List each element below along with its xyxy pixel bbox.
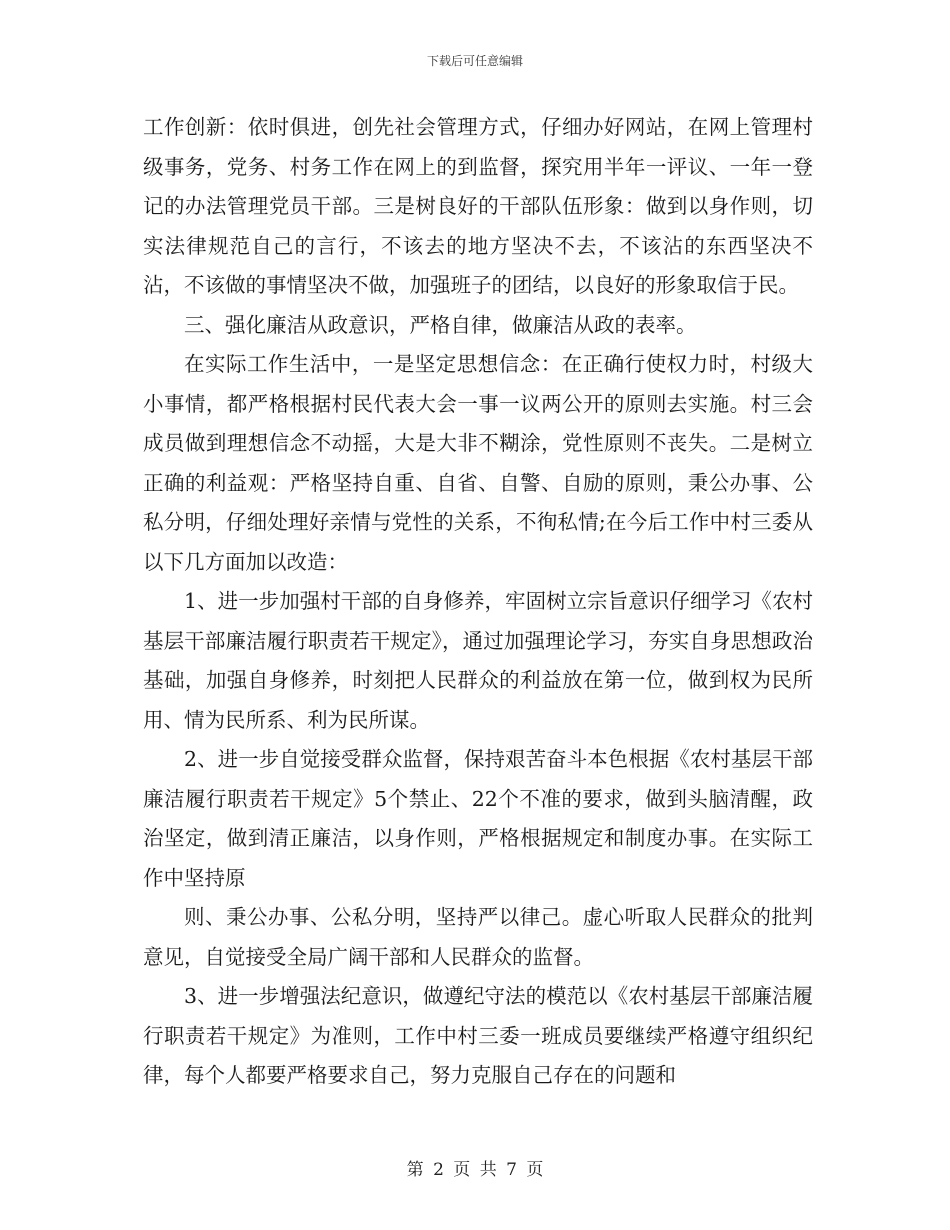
paragraph-1: 工作创新：依时俱进，创先社会管理方式，仔细办好网站，在网上管理村级事务，党务、村务工作在网上的到监督，探究用半年一评议、一年一登记的办法管理党员干部。三是树良好的干部队伍形象：做到以身作则，切实法律规范自己的言行，不该去的地方坚决不去，不该沾的东西坚决不沾，不该做的事情坚决不做，加强班子的团结，以良好的形象取信于民。: [143, 115, 813, 297]
page-header-note: 下载后可任意编辑: [426, 54, 523, 68]
paragraph-5-item-2: 2、进一步自觉接受群众监督，保持艰苦奋斗本色根据《农村基层干部廉洁履行职责若干规定》5个禁止、22个不准的要求，做到头脑清醒，政治坚定，做到清正廉洁，以身作则，严格根据规定和制度办事。在实际工作中坚持原: [143, 747, 813, 890]
paragraph-7-item-3: 3、进一步增强法纪意识，做遵纪守法的模范以《农村基层干部廉洁履行职责若干规定》为准则，工作中村三委一班成员要继续严格遵守组织纪律，每个人都要严格要求自己，努力克服自己存在的问题和: [143, 984, 813, 1087]
paragraph-4-item-1: 1、进一步加强村干部的自身修养，牢固树立宗旨意识仔细学习《农村基层干部廉洁履行职责若干规定》，通过加强理论学习，夯实自身思想政治基础，加强自身修养，时刻把人民群众的利益放在第一位，做到权为民所用、情为民所系、利为民所谋。: [143, 589, 813, 732]
paragraph-3: 在实际工作生活中，一是坚定思想信念：在正确行使权力时，村级大小事情，都严格根据村民代表大会一事一议两公开的原则去实施。村三会成员做到理想信念不动摇，大是大非不糊涂，党性原则不丧失。二是树立正确的利益观：严格坚持自重、自省、自警、自励的原则，秉公办事、公私分明，仔细处理好亲情与党性的关系，不徇私情;在今后工作中村三委从以下几方面加以改造：: [143, 352, 813, 574]
document-body: [143, 108, 813, 1096]
paragraph-2-section-heading: 三、强化廉洁从政意识，严格自律，做廉洁从政的表率。: [184, 312, 697, 337]
paragraph-6: 则、秉公办事、公私分明，坚持严以律己。虚心听取人民群众的批判意见，自觉接受全局广阔干部和人民群众的监督。: [143, 905, 813, 969]
page-number-footer: 第 2 页 共 7 页: [406, 1160, 544, 1180]
